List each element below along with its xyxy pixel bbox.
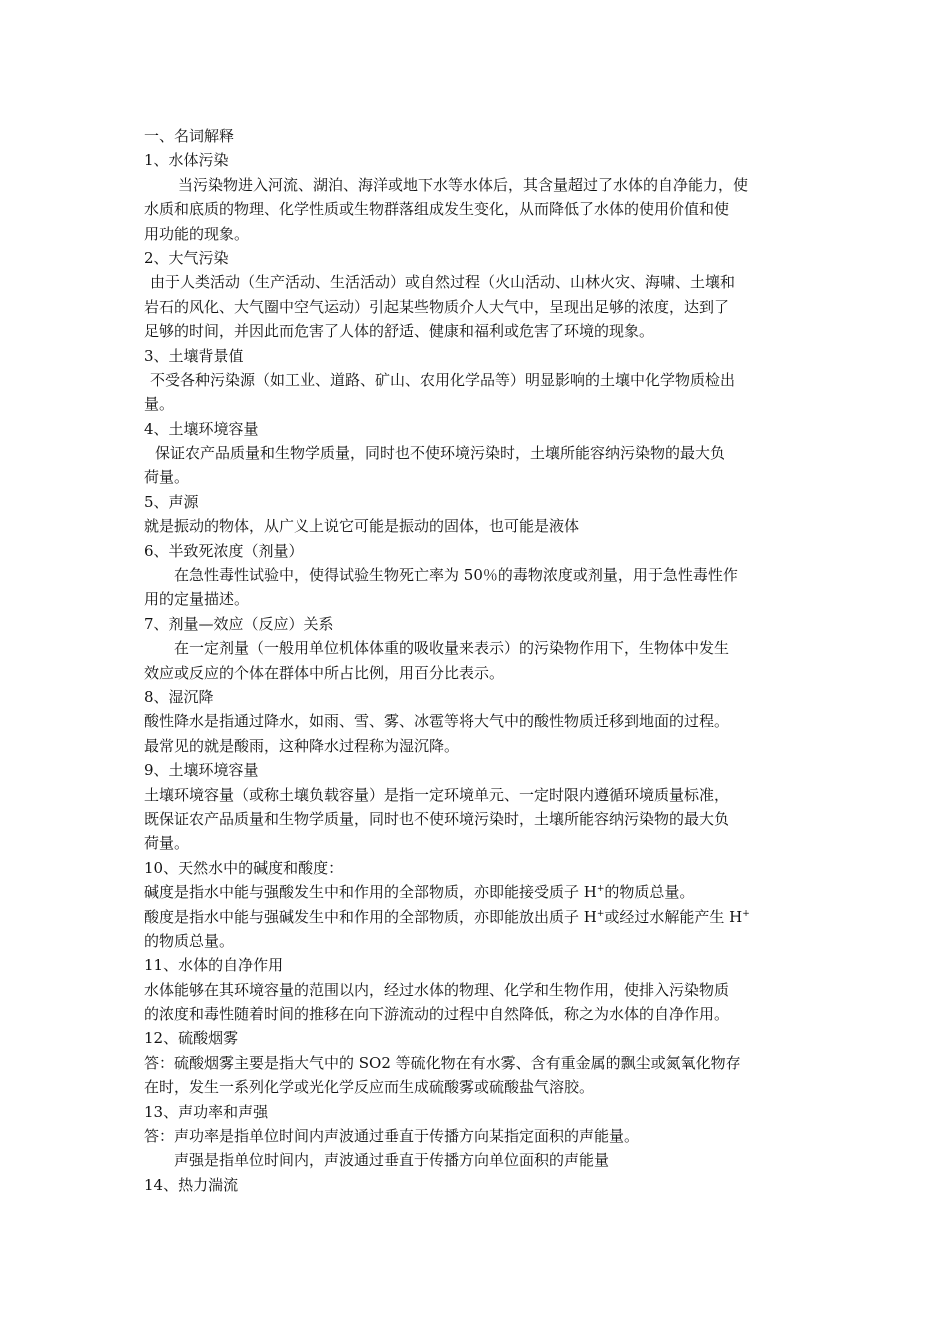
definition-line: 由于人类活动（生产活动、生活活动）或自然过程（火山活动、山林火灾、海啸、土壤和 bbox=[150, 273, 736, 292]
term-heading: 8、湿沉降 bbox=[144, 687, 214, 706]
term-heading: 7、剂量—效应（反应）关系 bbox=[144, 614, 334, 633]
term-heading: 10、天然水中的碱度和酸度： bbox=[144, 858, 344, 877]
document-page bbox=[144, 124, 809, 1197]
definition-line: 荷量。 bbox=[144, 468, 190, 487]
section-title: 一、名词解释 bbox=[144, 127, 235, 145]
term-heading: 12、硫酸烟雾 bbox=[144, 1029, 239, 1048]
definition-line: 足够的时间，并因此而危害了人体的舒适、健康和福利或危害了环境的现象。 bbox=[144, 322, 655, 341]
term-heading: 5、声源 bbox=[144, 492, 199, 511]
term-heading: 9、土壤环境容量 bbox=[144, 761, 259, 780]
definition-line: 用的定量描述。 bbox=[144, 590, 250, 609]
term-heading: 6、半致死浓度（剂量） bbox=[144, 541, 304, 560]
definition-line: 在时，发生一系列化学或光化学反应而生成硫酸雾或硫酸盐气溶胶。 bbox=[144, 1078, 595, 1097]
superscript-plus: + bbox=[596, 884, 605, 895]
superscript-plus: + bbox=[596, 908, 605, 919]
term-heading: 13、声功率和声强 bbox=[144, 1102, 269, 1121]
definition-line: 土壤环境容量（或称土壤负载容量）是指一定环境单元、一定时限内遵循环境质量标准， bbox=[144, 785, 730, 804]
definition-line: 保证农产品质量和生物学质量，同时也不使环境污染时，土壤所能容纳污染物的最大负 bbox=[155, 444, 726, 463]
definition-line: 最常见的就是酸雨，这种降水过程称为湿沉降。 bbox=[144, 736, 460, 755]
definition-line: 的物质总量。 bbox=[144, 931, 235, 950]
definition-line: 答：硫酸烟雾主要是指大气中的 SO2 等硫化物在有水雾、含有重金属的飘尘或氮氧化物存 bbox=[144, 1053, 741, 1072]
line-text: 酸度是指水中能与强碱发生中和作用的全部物质，亦即能放出质子 H bbox=[144, 907, 597, 926]
definition-line: 就是振动的物体，从广义上说它可能是振动的固体，也可能是液体 bbox=[144, 517, 580, 536]
definition-line bbox=[144, 880, 809, 904]
definition-line: 在急性毒性试验中，使得试验生物死亡率为 50％的毒物浓度或剂量，用于急性毒性作 bbox=[174, 566, 738, 585]
term-heading: 11、水体的自净作用 bbox=[144, 956, 284, 975]
definition-line: 水体能够在其环境容量的范围以内，经过水体的物理、化学和生物作用，使排入污染物质 bbox=[144, 980, 730, 999]
definition-line: 的浓度和毒性随着时间的推移在向下游流动的过程中自然降低，称之为水体的自净作用。 bbox=[144, 1005, 730, 1024]
term-heading: 1、水体污染 bbox=[144, 151, 229, 170]
term-heading: 2、大气污染 bbox=[144, 248, 229, 267]
line-text: 或经过水解能产生 H bbox=[604, 907, 743, 926]
definition-line: 水质和底质的物理、化学性质或生物群落组成发生变化，从而降低了水体的使用价值和使 bbox=[144, 200, 730, 219]
superscript-plus: + bbox=[742, 908, 750, 919]
definition-line: 岩石的风化、大气圈中空气运动）引起某些物质介人大气中，呈现出足够的浓度，达到了 bbox=[144, 297, 730, 316]
term-heading: 4、土壤环境容量 bbox=[144, 419, 259, 438]
term-heading: 14、热力湍流 bbox=[144, 1175, 239, 1194]
line-text: 的物质总量。 bbox=[604, 883, 695, 902]
definition-line: 答：声功率是指单位时间内声波通过垂直于传播方向某指定面积的声能量。 bbox=[144, 1127, 640, 1146]
definition-line: 不受各种污染源（如工业、道路、矿山、农用化学品等）明显影响的土壤中化学物质检出 bbox=[150, 370, 736, 389]
definition-line: 荷量。 bbox=[144, 834, 190, 853]
line-text: 碱度是指水中能与强酸发生中和作用的全部物质，亦即能接受质子 H bbox=[144, 883, 597, 902]
definition-line: 当污染物进入河流、湖泊、海洋或地下水等水体后，其含量超过了水体的自净能力，使 bbox=[178, 175, 749, 194]
definition-line: 效应或反应的个体在群体中所占比例，用百分比表示。 bbox=[144, 663, 505, 682]
definition-line bbox=[144, 905, 809, 929]
definition-line: 酸性降水是指通过降水，如雨、雪、雾、冰雹等将大气中的酸性物质迁移到地面的过程。 bbox=[144, 712, 730, 731]
definition-line: 既保证农产品质量和生物学质量，同时也不使环境污染时，土壤所能容纳污染物的最大负 bbox=[144, 809, 730, 828]
definition-line: 声强是指单位时间内，声波通过垂直于传播方向单位面积的声能量 bbox=[174, 1151, 610, 1170]
definition-line: 用功能的现象。 bbox=[144, 224, 250, 243]
term-heading: 3、土壤背景值 bbox=[144, 346, 244, 365]
definition-line: 量。 bbox=[144, 395, 175, 414]
definition-line: 在一定剂量（一般用单位机体体重的吸收量来表示）的污染物作用下，生物体中发生 bbox=[174, 639, 730, 658]
